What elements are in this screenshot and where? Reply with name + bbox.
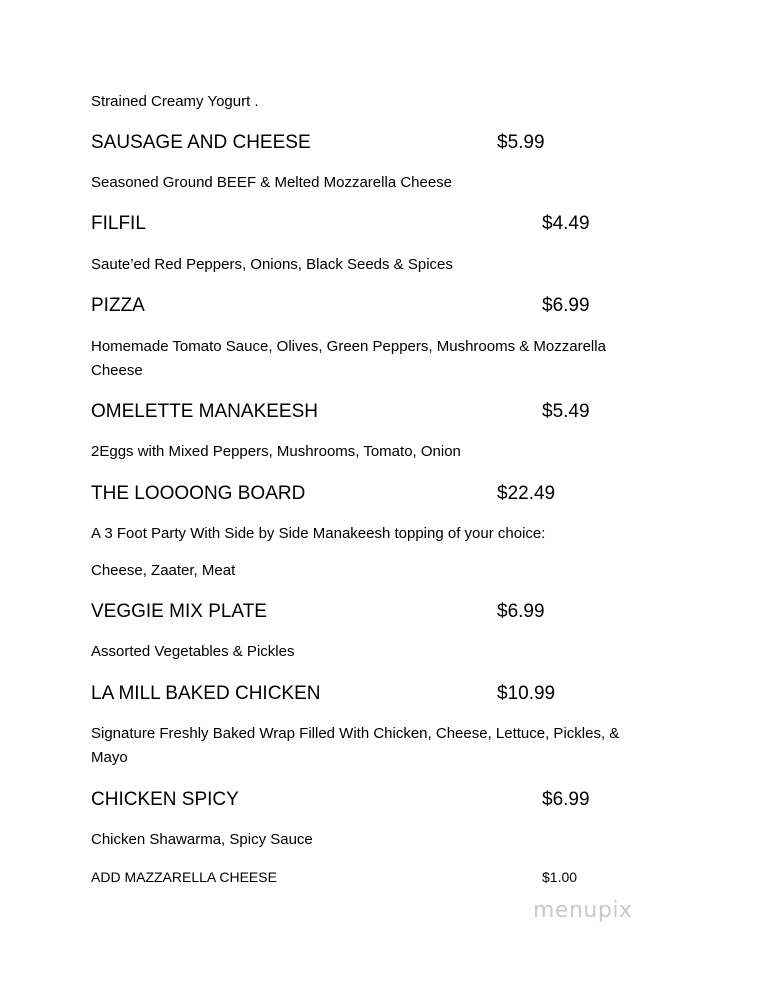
item-description-line: Signature Freshly Baked Wrap Filled With Chicken, Cheese, Lettuce, Pickles, & xyxy=(91,725,620,742)
item-description-line: Homemade Tomato Sauce, Olives, Green Peppers, Mushrooms & Mozzarella xyxy=(91,338,606,355)
item-price: $4.49 xyxy=(542,213,590,234)
item-price: $6.99 xyxy=(542,789,590,810)
item-description: Chicken Shawarma, Spicy Sauce xyxy=(91,831,313,848)
watermark-logo: menupix xyxy=(533,898,633,923)
item-description-line: Cheese, Zaater, Meat xyxy=(91,562,236,579)
item-title: FILFIL xyxy=(91,213,146,234)
item-description-line: A 3 Foot Party With Side by Side Manakeesh topping of your choice: xyxy=(91,525,546,542)
item-description: Saute’ed Red Peppers, Onions, Black Seeds & Spices xyxy=(91,256,453,273)
item-description: 2Eggs with Mixed Peppers, Mushrooms, Tomato, Onion xyxy=(91,443,461,460)
item-price: $6.99 xyxy=(542,295,590,316)
item-description-line: Mayo xyxy=(91,749,128,766)
intro-text: Strained Creamy Yogurt . xyxy=(91,93,259,110)
item-description: Assorted Vegetables & Pickles xyxy=(91,643,295,660)
addon-title: ADD MAZZARELLA CHEESE xyxy=(91,869,277,885)
item-price: $6.99 xyxy=(497,601,545,622)
item-price: $10.99 xyxy=(497,683,556,704)
item-title: CHICKEN SPICY xyxy=(91,789,239,810)
item-title: LA MILL BAKED CHICKEN xyxy=(91,683,321,704)
item-title: SAUSAGE AND CHEESE xyxy=(91,132,311,153)
item-title: THE LOOOONG BOARD xyxy=(91,483,306,504)
item-price: $22.49 xyxy=(497,483,556,504)
item-description-line: Cheese xyxy=(91,362,143,379)
addon-price: $1.00 xyxy=(542,869,578,885)
item-title: OMELETTE MANAKEESH xyxy=(91,401,318,422)
item-price: $5.49 xyxy=(542,401,590,422)
item-price: $5.99 xyxy=(497,132,545,153)
item-description: Seasoned Ground BEEF & Melted Mozzarella Cheese xyxy=(91,174,453,191)
item-title: VEGGIE MIX PLATE xyxy=(91,601,267,622)
item-title: PIZZA xyxy=(91,295,145,316)
